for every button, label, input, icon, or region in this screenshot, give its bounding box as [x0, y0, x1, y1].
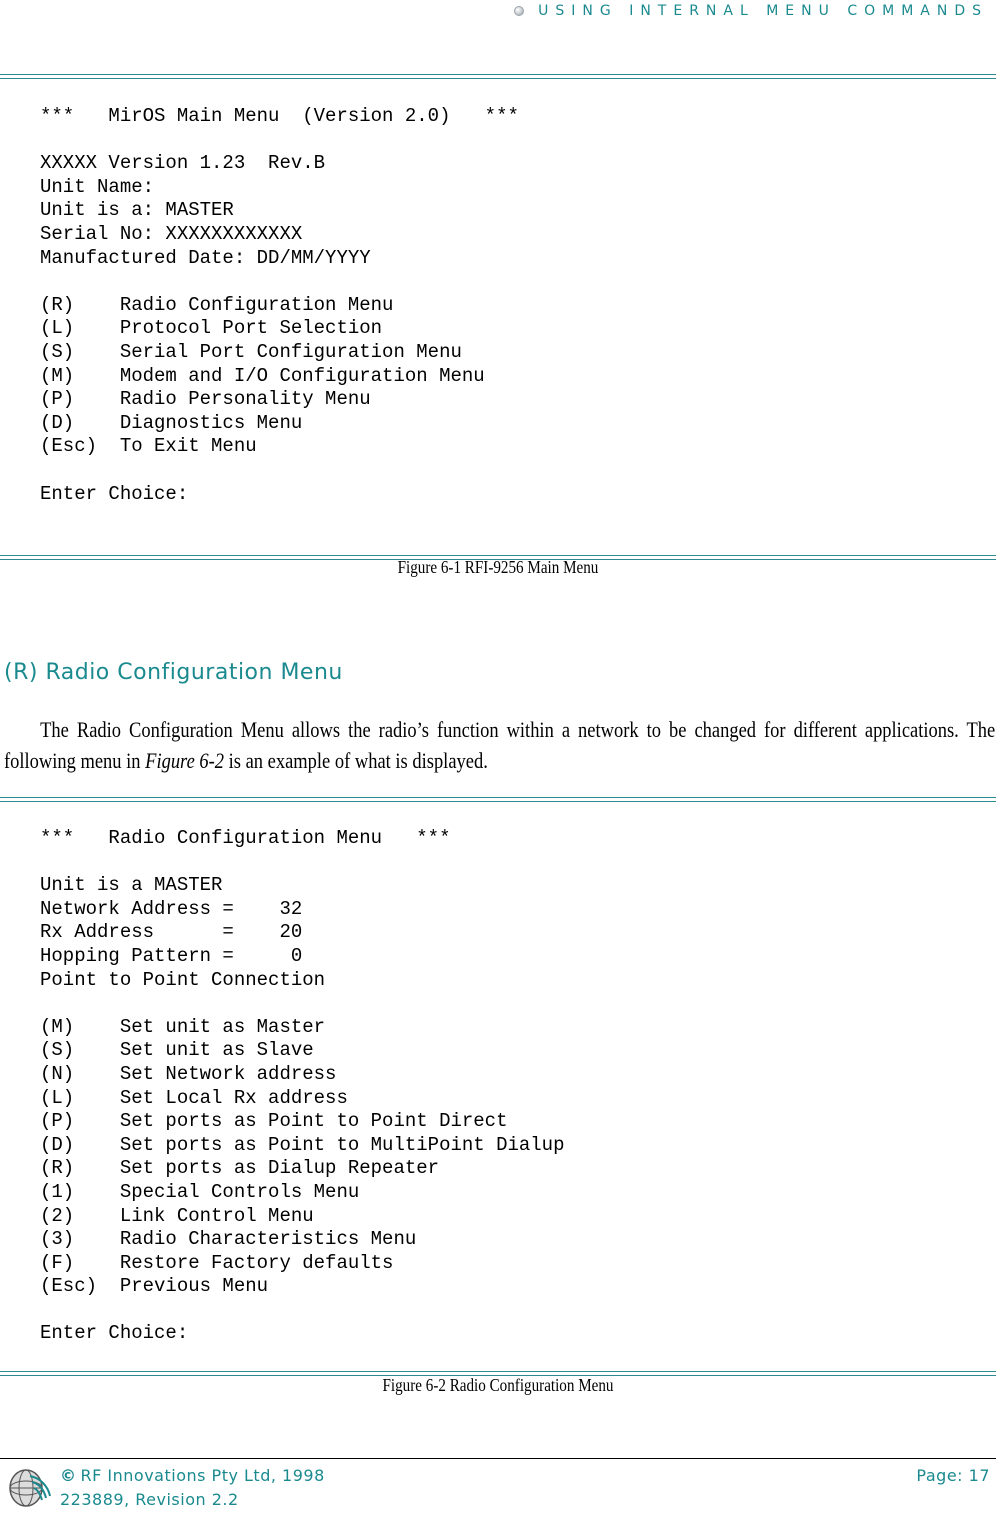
- main-menu-terminal: [40, 105, 519, 506]
- terminal-line: (D) Set ports as Point to MultiPoint Dialup: [40, 1133, 565, 1156]
- terminal-line: (R) Radio Configuration Menu: [40, 293, 394, 316]
- figure-reference: Figure 6-2: [145, 748, 225, 773]
- figure-1-caption: Figure 6-1 RFI-9256 Main Menu: [397, 557, 599, 577]
- terminal-line: *** Radio Configuration Menu ***: [40, 827, 451, 849]
- terminal-line: [40, 1299, 565, 1323]
- terminal-line: (M) Set unit as Master: [40, 1015, 326, 1038]
- terminal-line: Rx Address = 20: [40, 921, 303, 944]
- terminal-line: (F) Restore Factory defaults: [40, 1251, 394, 1274]
- terminal-line: (R) Set ports as Dialup Repeater: [40, 1157, 440, 1180]
- footer-page-number: Page: 17: [916, 1466, 990, 1485]
- terminal-line: [40, 459, 519, 483]
- footer-doc-number: 223889, Revision 2.2: [60, 1490, 239, 1509]
- section-paragraph: [4, 714, 995, 776]
- running-header-title: USING INTERNAL MENU COMMANDS: [538, 3, 988, 19]
- terminal-line: XXXXX Version 1.23 Rev.B: [40, 152, 326, 175]
- terminal-line: *** MirOS Main Menu (Version 2.0) ***: [40, 105, 519, 127]
- terminal-line: (L) Protocol Port Selection: [40, 317, 383, 340]
- paragraph-text: The Radio Configuration Menu allows the radio’s function within a network to be changed for different applications. The following menu in: [4, 717, 996, 773]
- terminal-line: (3) Radio Characteristics Menu: [40, 1228, 417, 1251]
- terminal-line: Serial No: XXXXXXXXXXXX: [40, 222, 303, 245]
- footer-copyright: [60, 1466, 325, 1485]
- terminal-line: (P) Radio Personality Menu: [40, 388, 371, 411]
- figure-2-caption: Figure 6-2 Radio Configuration Menu: [382, 1375, 614, 1395]
- radio-config-terminal: [40, 827, 565, 1346]
- terminal-line: Unit Name:: [40, 175, 155, 198]
- terminal-line: Unit is a: MASTER: [40, 199, 234, 222]
- terminal-line: [40, 270, 519, 294]
- terminal-line: Hopping Pattern = 0: [40, 944, 303, 967]
- terminal-line: (L) Set Local Rx address: [40, 1086, 348, 1109]
- terminal-line: (S) Set unit as Slave: [40, 1039, 314, 1062]
- terminal-line: (S) Serial Port Configuration Menu: [40, 340, 462, 363]
- terminal-line: [40, 129, 519, 153]
- terminal-line: Point to Point Connection: [40, 968, 326, 991]
- terminal-line: Network Address = 32: [40, 897, 303, 920]
- copyright-symbol: ©: [60, 1466, 77, 1485]
- terminal-line: (2) Link Control Menu: [40, 1204, 314, 1227]
- paragraph-text: is an example of what is displayed.: [224, 748, 488, 773]
- copyright-text: RF Innovations Pty Ltd, 1998: [80, 1466, 325, 1485]
- terminal-line: [40, 992, 565, 1016]
- terminal-line: Enter Choice:: [40, 482, 189, 505]
- terminal-line: Manufactured Date: DD/MM/YYYY: [40, 246, 371, 269]
- terminal-line: (P) Set ports as Point to Point Direct: [40, 1110, 508, 1133]
- terminal-line: Enter Choice:: [40, 1322, 189, 1345]
- company-logo-icon: [4, 1462, 56, 1510]
- section-heading: (R) Radio Configuration Menu: [4, 660, 343, 685]
- terminal-line: (M) Modem and I/O Configuration Menu: [40, 364, 485, 387]
- terminal-line: (Esc) To Exit Menu: [40, 435, 257, 458]
- terminal-line: (1) Special Controls Menu: [40, 1180, 360, 1203]
- figure-1-top-rule: [0, 74, 996, 79]
- terminal-line: (D) Diagnostics Menu: [40, 411, 303, 434]
- terminal-line: Unit is a MASTER: [40, 874, 223, 897]
- terminal-line: [40, 851, 565, 875]
- figure-2-top-rule: [0, 797, 996, 802]
- terminal-line: (N) Set Network address: [40, 1062, 337, 1085]
- bullet-icon: [514, 6, 524, 16]
- footer-rule: [0, 1458, 996, 1459]
- running-header: [514, 0, 988, 22]
- terminal-line: (Esc) Previous Menu: [40, 1275, 269, 1298]
